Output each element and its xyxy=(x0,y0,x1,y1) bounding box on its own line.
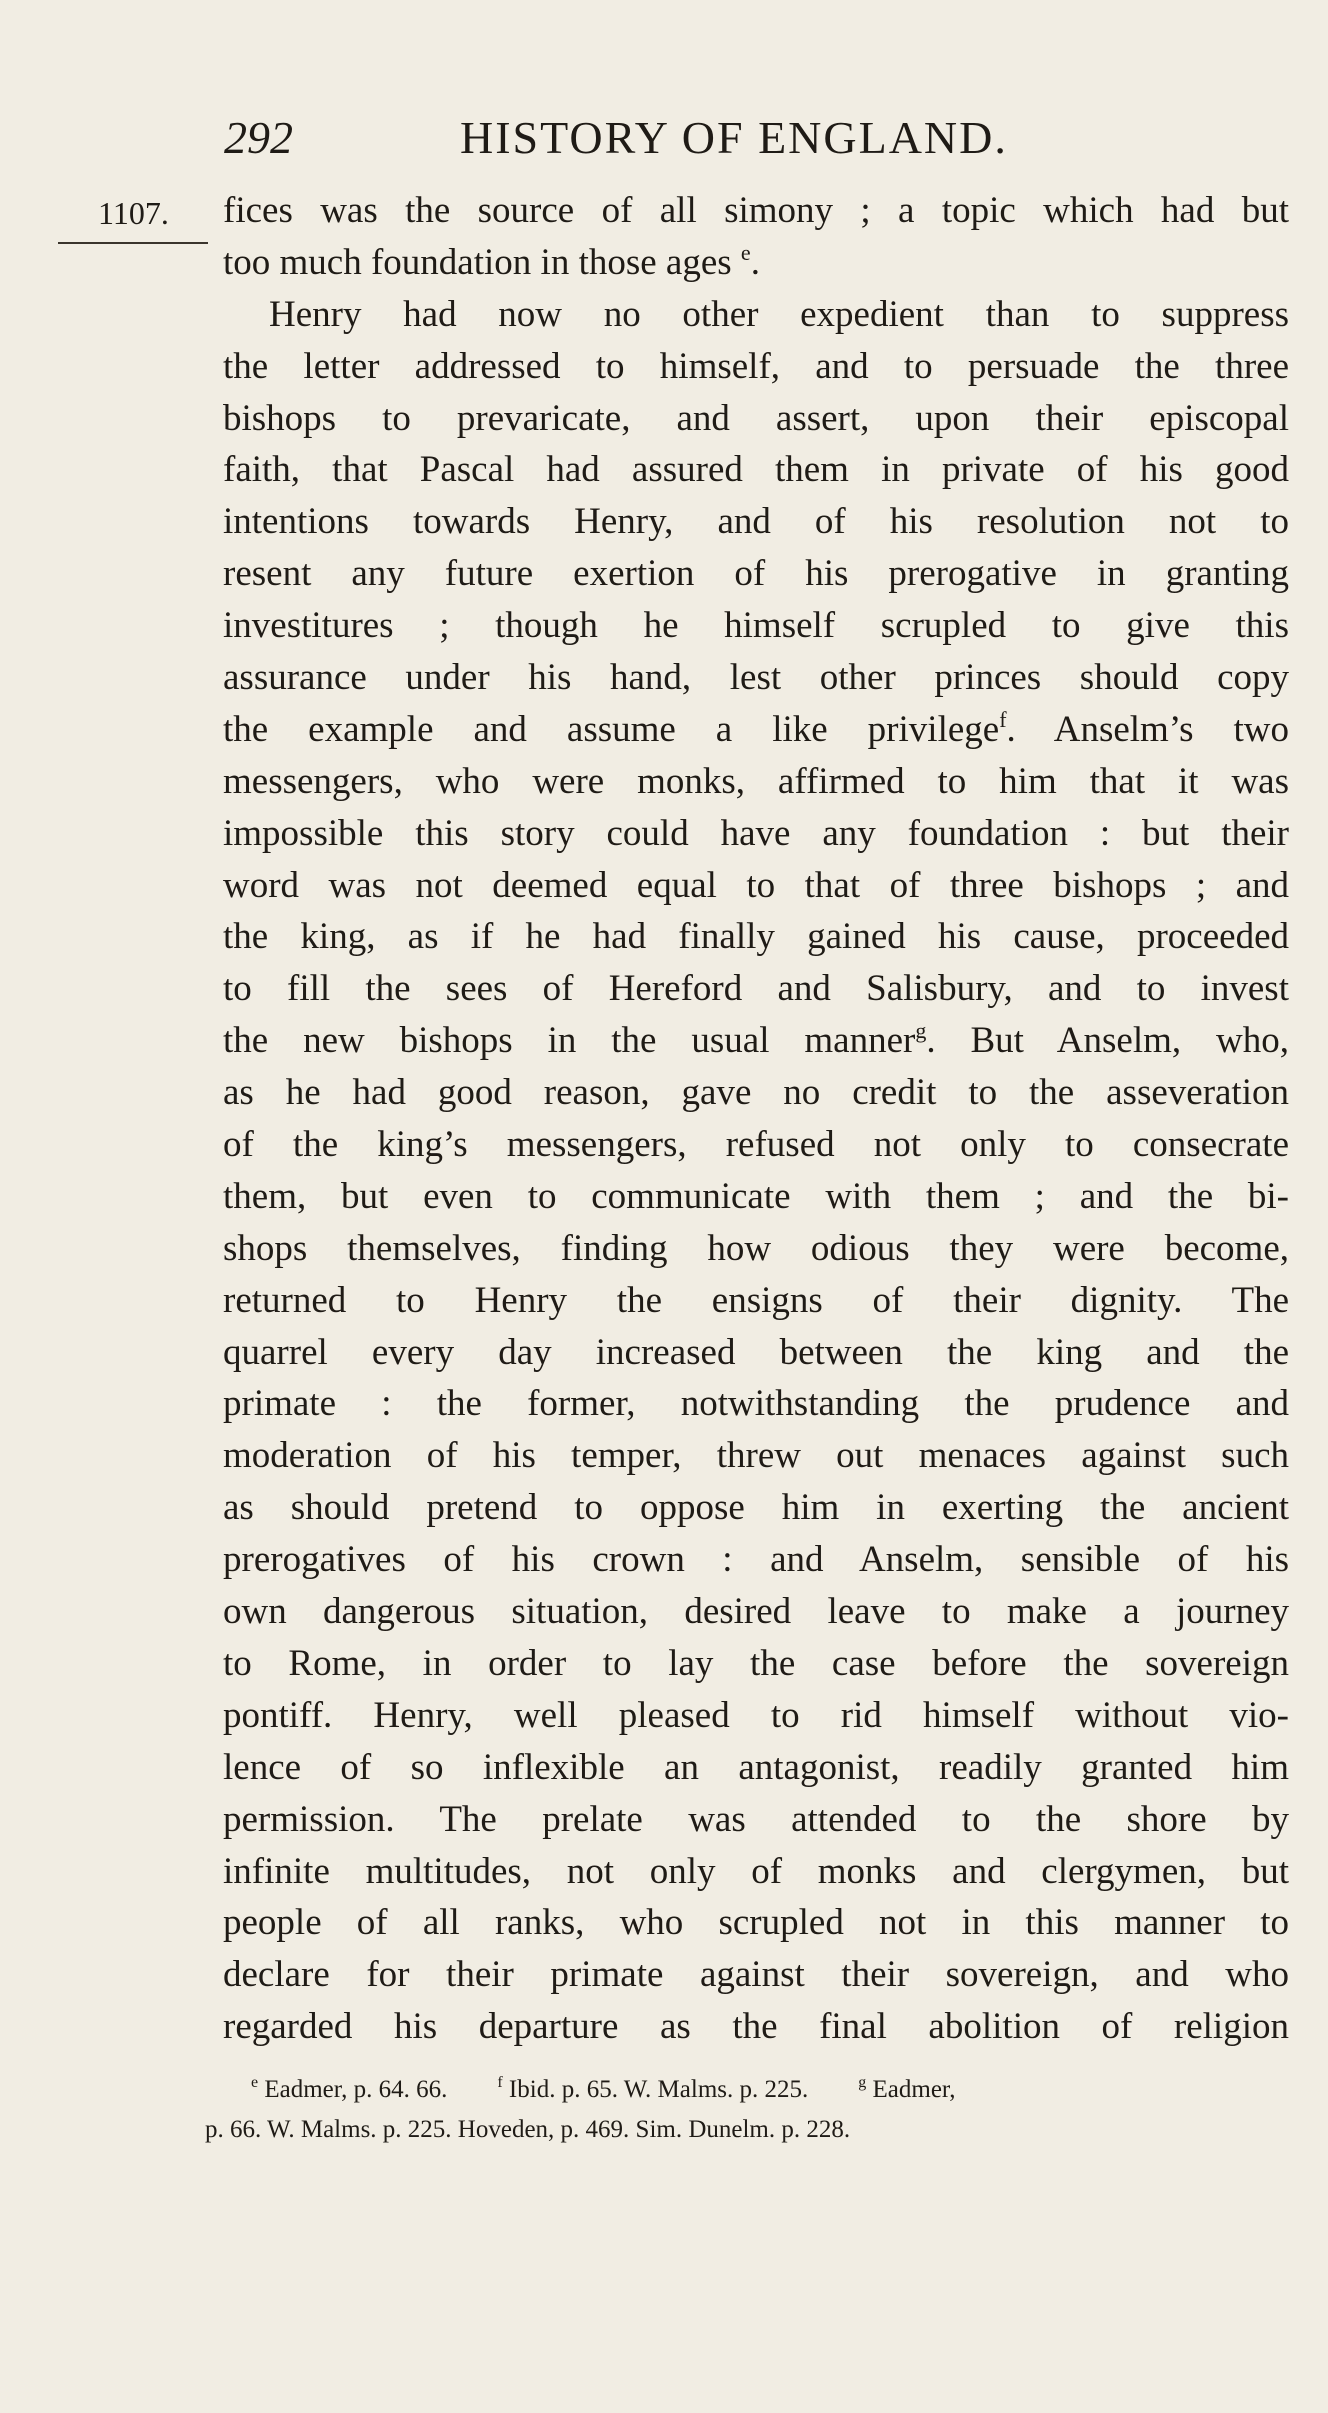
text-line: the example and assume a like privilege$^f$. Anselm’s two xyxy=(223,706,1289,750)
page-number: 292 xyxy=(224,112,293,163)
text-line: them, but even to communicate with them ; and the bi- xyxy=(223,1175,1289,1217)
note-mark-g: g xyxy=(915,1018,927,1044)
text-line: prerogatives of his crown : and Anselm, sensible of his xyxy=(223,1539,1289,1581)
footnote-g: Eadmer, xyxy=(872,2076,956,2103)
text-line: word was not deemed equal to that of three bishops ; and xyxy=(223,864,1289,906)
text-line: primate : the former, notwithstanding the prudence and xyxy=(223,1383,1289,1425)
text-line: quarrel every day increased between the king and the xyxy=(223,1331,1289,1373)
text-line: messengers, who were monks, affirmed to him that it was xyxy=(223,760,1289,802)
text-line: own dangerous situation, desired leave to make a journey xyxy=(223,1591,1289,1633)
text-line: of the king’s messengers, refused not only to consecrate xyxy=(223,1124,1289,1166)
text-line: faith, that Pascal had assured them in private of his good xyxy=(223,449,1289,491)
footnote-mark-f: f xyxy=(497,2074,503,2091)
text-line: permission. The prelate was attended to the shore by xyxy=(223,1798,1289,1840)
footnote-line: p. 66. W. Malms. p. 225. Hoveden, p. 469. Sim. Dunelm. p. 228. xyxy=(205,2116,851,2143)
text-line: shops themselves, finding how odious they were become, xyxy=(223,1227,1289,1269)
text-line: impossible this story could have any foundation : but their xyxy=(223,812,1289,854)
text-line: the king, as if he had finally gained his cause, proceeded xyxy=(223,916,1289,958)
text-line: intentions towards Henry, and of his resolution not to xyxy=(223,501,1289,543)
text-line: fices was the source of all simony ; a topic which had but xyxy=(223,190,1289,231)
text-line: Henry had now no other expedient than to suppress xyxy=(269,293,1289,335)
text-line: the letter addressed to himself, and to persuade the three xyxy=(223,345,1289,387)
text-line: declare for their primate against their sovereign, and who xyxy=(223,1954,1289,1996)
text-line: returned to Henry the ensigns of their dignity. The xyxy=(223,1279,1289,1321)
text-line: as should pretend to oppose him in exerting the ancient xyxy=(223,1487,1289,1529)
running-head xyxy=(220,108,1050,168)
text-line: as he had good reason, gave no credit to the asseveration xyxy=(223,1072,1289,1114)
text-line: moderation of his temper, threw out menaces against such xyxy=(223,1435,1289,1477)
page-title: HISTORY OF ENGLAND. xyxy=(460,112,1008,163)
note-mark-e: e xyxy=(740,239,751,265)
margin-rule xyxy=(58,242,208,244)
footnote-line xyxy=(205,2070,1285,2110)
text-line: people of all ranks, who scrupled not in this manner to xyxy=(223,1902,1289,1944)
footnote-f: Ibid. p. 65. W. Malms. p. 225. xyxy=(508,2076,809,2103)
note-mark-f: f xyxy=(999,706,1007,732)
text-line: assurance under his hand, lest other princes should copy xyxy=(223,657,1289,699)
footnote-e: Eadmer, p. 64. 66. xyxy=(264,2076,448,2103)
text-line: resent any future exertion of his prerogative in granting xyxy=(223,553,1289,595)
text-line: infinite multitudes, not only of monks and clergymen, but xyxy=(223,1850,1289,1892)
text-line: too much foundation in those ages $^e$. xyxy=(223,239,760,283)
text-line: lence of so inflexible an antagonist, readily granted him xyxy=(223,1746,1289,1788)
text-line: bishops to prevaricate, and assert, upon their episcopal xyxy=(223,397,1289,439)
footnotes xyxy=(205,2070,1285,2150)
text-line: regarded his departure as the final abolition of religion xyxy=(223,2006,1289,2048)
text-line: investitures ; though he himself scrupled to give this xyxy=(223,605,1289,647)
text-line: pontiff. Henry, well pleased to rid himself without vio- xyxy=(223,1694,1289,1736)
margin-year: 1107. xyxy=(98,195,169,231)
body-text xyxy=(223,185,1289,2053)
footnote-mark-e: e xyxy=(251,2074,259,2091)
text-line: the new bishops in the usual manner$^g$. But Anselm, who, xyxy=(223,1018,1290,1062)
text-line: to fill the sees of Hereford and Salisbury, and to invest xyxy=(223,968,1289,1010)
footnote-mark-g: g xyxy=(858,2074,867,2091)
text-line: to Rome, in order to lay the case before the sovereign xyxy=(223,1642,1289,1684)
